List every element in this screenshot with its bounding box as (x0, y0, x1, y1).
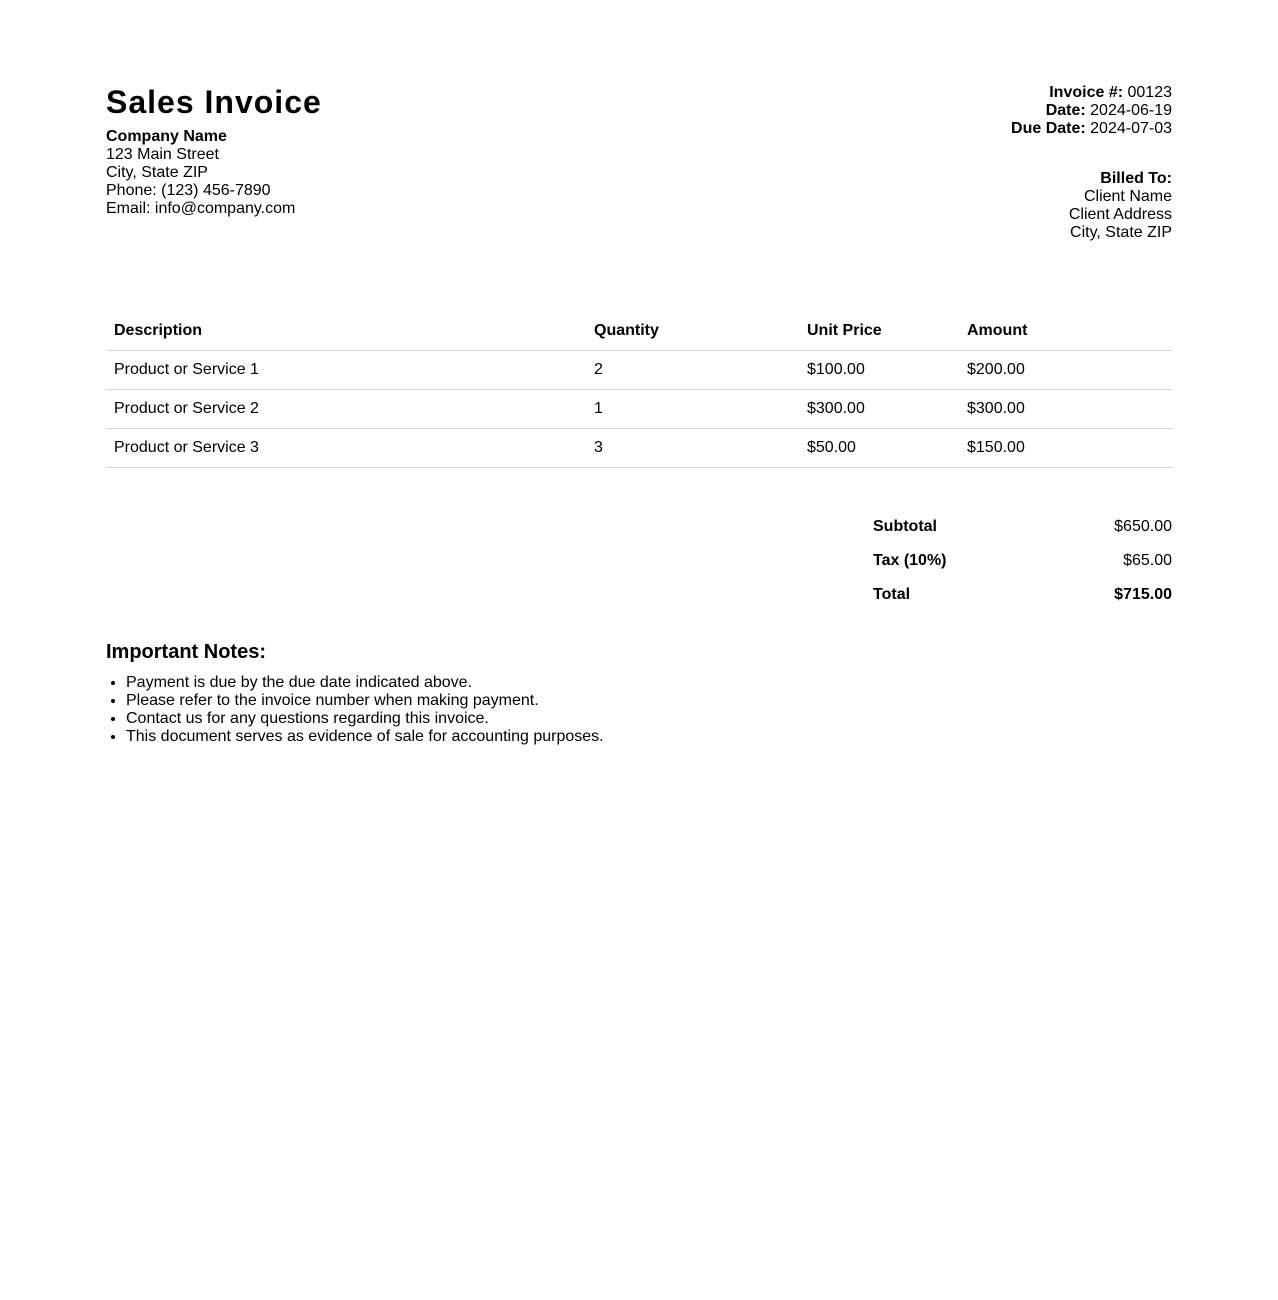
page-title: Sales Invoice (106, 84, 322, 120)
invoice-number (1011, 84, 1172, 102)
subtotal-value: $650.00 (1114, 518, 1172, 535)
totals-summary (873, 518, 1172, 620)
header-unit-price: Unit Price (799, 312, 959, 351)
invoice-meta (1011, 84, 1172, 138)
company-phone: Phone: (123) 456-7890 (106, 182, 271, 199)
company-name: Company Name (106, 128, 227, 145)
client-city: City, State ZIP (1070, 224, 1172, 241)
invoice-page (106, 0, 1172, 746)
cell-description: Product or Service 2 (106, 390, 586, 429)
invoice-date (1011, 102, 1172, 120)
header-quantity: Quantity (586, 312, 799, 351)
cell-amount: $150.00 (959, 429, 1172, 468)
cell-unit-price: $50.00 (799, 429, 959, 468)
cell-amount: $300.00 (959, 390, 1172, 429)
invoice-date-value: 2024-06-19 (1090, 102, 1172, 119)
table-row (106, 390, 1172, 429)
cell-quantity: 3 (586, 429, 799, 468)
client-name: Client Name (1083, 188, 1172, 205)
list-item: • This document serves as evidence of sale for accounting purposes. (126, 728, 1172, 746)
subtotal-label: Subtotal (873, 518, 937, 535)
billed-to (1069, 170, 1172, 242)
table-row (106, 429, 1172, 468)
client-address: Client Address (1068, 206, 1172, 223)
items-table (106, 312, 1172, 468)
company-email: Email: info@company.com (106, 200, 296, 217)
invoice-number-value: 00123 (1127, 84, 1172, 101)
tax-value: $65.00 (1123, 552, 1172, 569)
cell-unit-price: $100.00 (799, 351, 959, 390)
cell-amount: $200.00 (959, 351, 1172, 390)
header-description: Description (106, 312, 586, 351)
table-row (106, 351, 1172, 390)
list-item: • Contact us for any questions regarding this invoice. (126, 710, 1172, 728)
invoice-date-label: Date: (1045, 102, 1086, 119)
notes-list (106, 674, 1172, 746)
company-city: City, State ZIP (106, 164, 208, 181)
tax-label: Tax (10%) (873, 552, 947, 569)
cell-unit-price: $300.00 (799, 390, 959, 429)
invoice-number-label: Invoice #: (1049, 84, 1124, 101)
total-row (873, 586, 1172, 620)
list-item: • Please refer to the invoice number when making payment. (126, 692, 1172, 710)
billed-to-label: Billed To: (1100, 170, 1172, 187)
subtotal-row (873, 518, 1172, 552)
invoice-due-date-label: Due Date: (1011, 120, 1086, 137)
list-item: • Payment is due by the due date indicated above. (126, 674, 1172, 692)
important-notes (106, 640, 1172, 746)
notes-heading: Important Notes: (106, 641, 266, 663)
tax-row (873, 552, 1172, 586)
total-value: $715.00 (1114, 586, 1172, 603)
header-amount: Amount (959, 312, 1172, 351)
cell-description: Product or Service 1 (106, 351, 586, 390)
invoice-due-date-value: 2024-07-03 (1090, 120, 1172, 137)
invoice-header (106, 84, 1172, 284)
cell-quantity: 2 (586, 351, 799, 390)
total-label: Total (873, 586, 911, 603)
cell-description: Product or Service 3 (106, 429, 586, 468)
company-info (106, 128, 295, 218)
cell-quantity: 1 (586, 390, 799, 429)
invoice-due-date (1011, 120, 1172, 138)
table-header-row (106, 312, 1172, 351)
company-street: 123 Main Street (106, 146, 219, 163)
